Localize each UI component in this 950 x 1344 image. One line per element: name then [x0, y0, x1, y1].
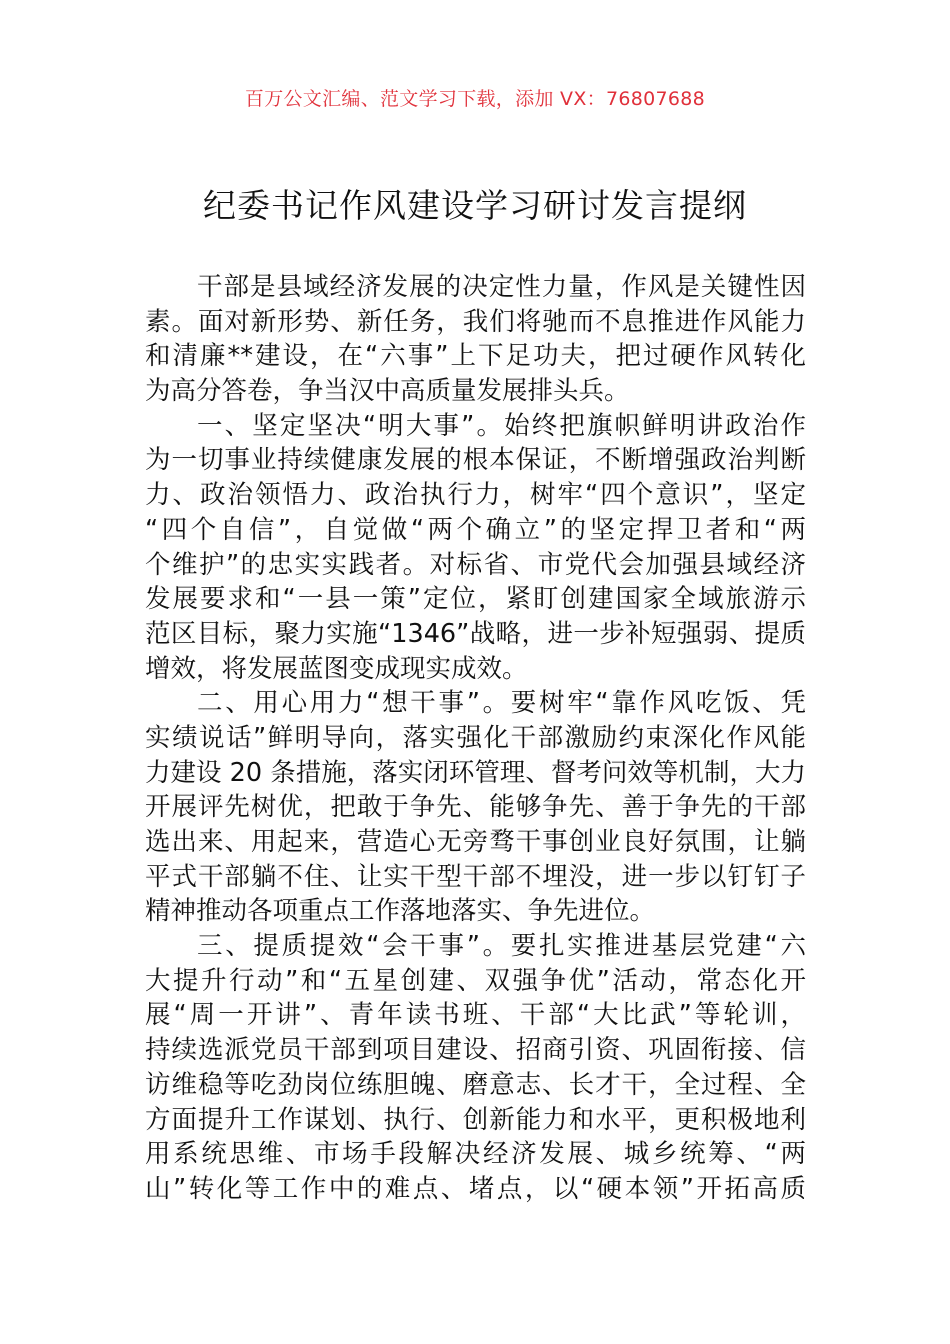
paragraph-line: 持续选派党员干部到项目建设、招商引资、巩固衔接、信: [145, 1035, 806, 1066]
download-banner: 百万公文汇编、范文学习下载，添加 VX：76807688: [244, 88, 706, 110]
paragraph-line: 方面提升工作谋划、执行、创新能力和水平，更积极地利: [145, 1104, 806, 1135]
paragraph-line: 展“周一开讲”、青年读书班、干部“大比武”等轮训，: [145, 1000, 806, 1031]
paragraph-line: 个维护”的忠实实践者。对标省、市党代会加强县域经济: [145, 549, 806, 580]
paragraph-line: 二、用心用力“想干事”。要树牢“靠作风吃饭、凭: [197, 688, 806, 719]
paragraph-line: 发展要求和“一县一策”定位，紧盯创建国家全域旅游示: [145, 584, 806, 615]
paragraph-line: 选出来、用起来，营造心无旁骛干事创业良好氛围，让躺: [145, 827, 806, 857]
paragraph-line: 实绩说话”鲜明导向，落实强化干部激励约束深化作风能: [145, 722, 806, 753]
paragraph-line: 素。面对新形势、新任务，我们将驰而不息推进作风能力: [145, 306, 806, 337]
paragraph-line: 一、坚定坚决“明大事”。始终把旗帜鲜明讲政治作: [197, 410, 806, 441]
paragraph-line: 和清廉**建设，在“六事”上下足功夫，把过硬作风转化: [145, 341, 806, 372]
paragraph: [145, 929, 806, 1207]
paragraph-line: 三、提质提效“会干事”。要扎实推进基层党建“六: [197, 931, 806, 962]
paragraph: [145, 409, 806, 687]
paragraph-line: 力、政治领悟力、政治执行力，树牢“四个意识”，坚定: [145, 480, 806, 511]
paragraph-line: 大提升行动”和“五星创建、双强争优”活动，常态化开: [145, 965, 806, 996]
paragraph-line: 增效，将发展蓝图变成现实成效。: [145, 653, 528, 684]
paragraph-line: 精神推动各项重点工作落地落实、争先进位。: [145, 896, 656, 927]
paragraph-line: 范区目标，聚力实施“1346”战略，进一步补短强弱、提质: [145, 618, 806, 649]
paragraph-line: 访维稳等吃劲岗位练胆魄、磨意志、长才干，全过程、全: [145, 1069, 806, 1100]
paragraph-line: 开展评先树优，把敢于争先、能够争先、善于争先的干部: [145, 792, 806, 823]
paragraph-line: 干部是县域经济发展的决定性力量，作风是关键性因: [197, 272, 806, 302]
paragraph: [145, 686, 806, 929]
paragraph-line: 为一切事业持续健康发展的根本保证，不断增强政治判断: [145, 445, 806, 476]
paragraph: [145, 270, 806, 409]
paragraph-line: 山”转化等工作中的难点、堵点，以“硬本领”开拓高质: [145, 1173, 806, 1204]
document-title: 纪委书记作风建设学习研讨发言提纲: [203, 186, 747, 225]
document-body: [145, 270, 806, 1207]
paragraph-line: “四个自信”，自觉做“两个确立”的坚定捍卫者和“两: [145, 514, 806, 545]
paragraph-line: 用系统思维、市场手段解决经济发展、城乡统筹、“两: [145, 1139, 806, 1170]
paragraph-line: 力建设 20 条措施，落实闭环管理、督考问效等机制，大力: [145, 757, 806, 788]
paragraph-line: 为高分答卷，争当汉中高质量发展排头兵。: [145, 376, 630, 407]
paragraph-line: 平式干部躺不住、让实干型干部不埋没，进一步以钉钉子: [145, 861, 806, 892]
